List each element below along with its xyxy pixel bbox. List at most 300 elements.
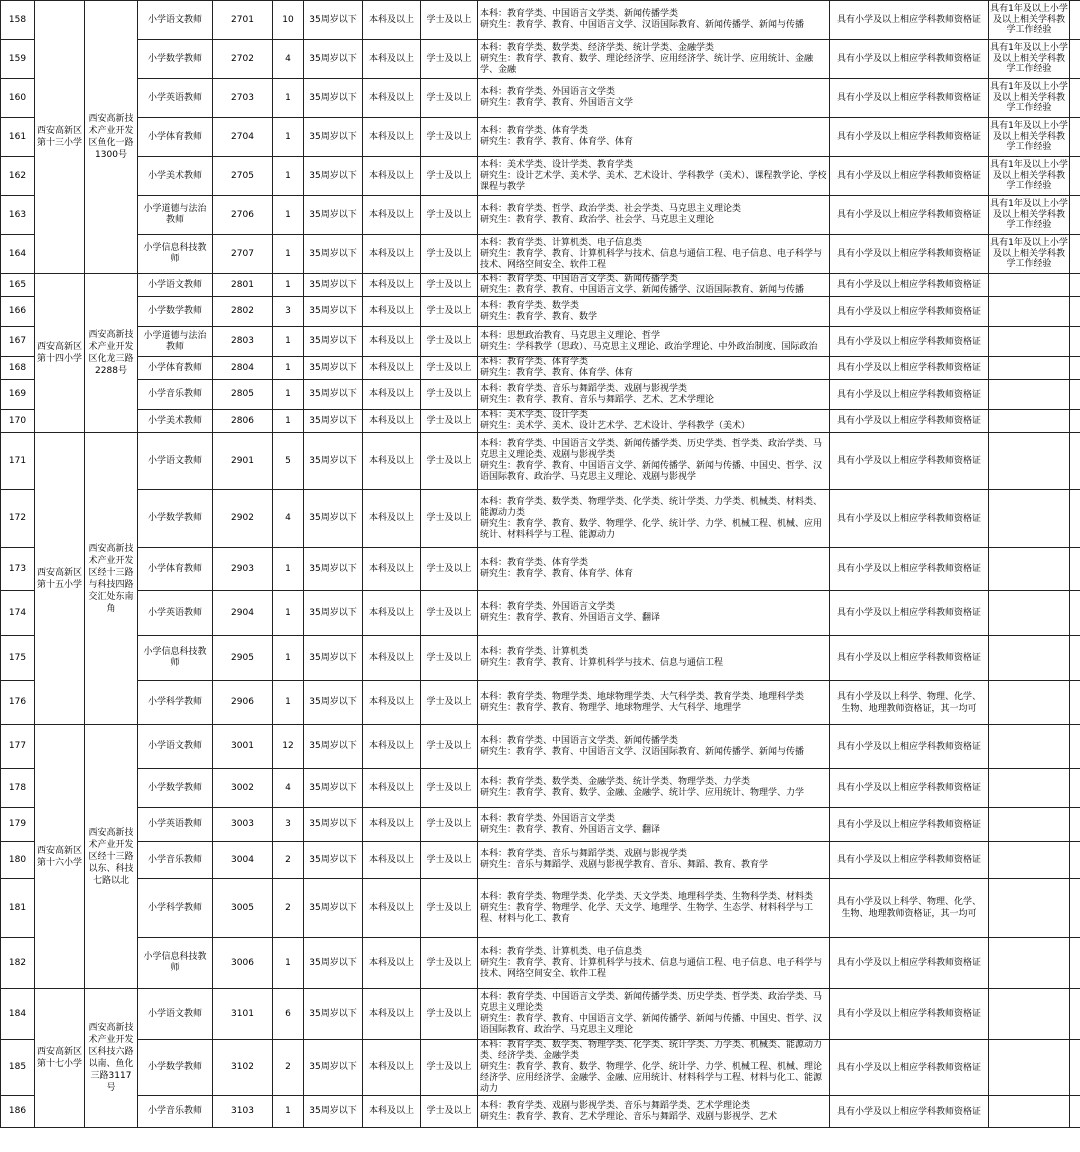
hire-count: 2: [273, 842, 304, 879]
table-row: [1, 274, 1080, 297]
major-line: 本科：美术学类、设计学类、教育学类: [480, 159, 634, 170]
hire-count: 5: [273, 433, 304, 490]
table-row: [1, 297, 1080, 327]
major-requirements: [478, 548, 830, 591]
school-address: 西安高新技术产业开发区经十三路以东、科技七路以北: [85, 725, 138, 989]
major-line: 研究生：教育学、教育、数学、物理学、化学、统计学、力学、机械工程、机械、应用统计、材料科学与工程、能源动力: [480, 518, 823, 540]
education-requirement: 本科及以上: [363, 79, 421, 118]
major-line: 本科：教育学类、戏剧与影视学类、音乐与舞蹈学类、艺术学理论类: [480, 1100, 751, 1111]
post-code: 3004: [213, 842, 273, 879]
major-line: 研究生：学科教学（思政）、马克思主义理论、政治学理论、中外政治制度、国际政治: [480, 341, 818, 352]
remarks-cell: [1070, 297, 1080, 327]
major-requirements: [478, 297, 830, 327]
post-name: 小学数学教师: [138, 1040, 213, 1096]
major-requirements: [478, 357, 830, 380]
table-row: [1, 196, 1080, 235]
degree-requirement: 学士及以上: [421, 1096, 478, 1128]
row-seq: 182: [1, 938, 35, 989]
major-line: 研究生：教育学、物理学、化学、天文学、地理学、生物学、生态学、材料科学与工程、材料与化工、教育: [480, 902, 814, 924]
degree-requirement: 学士及以上: [421, 235, 478, 274]
remarks-cell: [1070, 938, 1080, 989]
hire-count: 1: [273, 548, 304, 591]
remarks-cell: [1070, 157, 1080, 196]
age-requirement: 35周岁以下: [304, 235, 363, 274]
experience-requirement: [989, 591, 1070, 636]
experience-requirement: [989, 327, 1070, 357]
post-name: 小学科学教师: [138, 681, 213, 725]
major-line: 研究生：教育学、教育、政治学、社会学、马克思主义理论: [480, 215, 715, 225]
age-requirement: 35周岁以下: [304, 548, 363, 591]
post-code: 3102: [213, 1040, 273, 1096]
education-requirement: 本科及以上: [363, 235, 421, 274]
degree-requirement: 学士及以上: [421, 157, 478, 196]
table-row: [1, 433, 1080, 490]
experience-requirement: 具有1年及以上小学及以上相关学科教学工作经验: [989, 235, 1070, 274]
major-line: 本科：教育学类、哲学、政治学类、社会学类、马克思主义理论类: [480, 204, 742, 214]
remarks-cell: [1070, 40, 1080, 79]
remarks-cell: [1070, 548, 1080, 591]
degree-requirement: 学士及以上: [421, 1, 478, 40]
experience-requirement: 具有1年及以上小学及以上相关学科教学工作经验: [989, 157, 1070, 196]
experience-requirement: [989, 989, 1070, 1040]
education-requirement: 本科及以上: [363, 433, 421, 490]
post-name: 小学数学教师: [138, 490, 213, 548]
age-requirement: 35周岁以下: [304, 380, 363, 410]
qualification-requirement: 具有小学及以上科学、物理、化学、生物、地理教师资格证，其一均可: [830, 681, 989, 725]
experience-requirement: [989, 769, 1070, 808]
post-code: 2802: [213, 297, 273, 327]
major-requirements: [478, 274, 830, 297]
major-requirements: [478, 327, 830, 357]
major-requirements: [478, 725, 830, 769]
degree-requirement: 学士及以上: [421, 433, 478, 490]
post-code: 2705: [213, 157, 273, 196]
major-requirements: [478, 79, 830, 118]
degree-requirement: 学士及以上: [421, 410, 478, 433]
hire-count: 1: [273, 636, 304, 681]
table-row: [1, 879, 1080, 938]
hire-count: 6: [273, 989, 304, 1040]
remarks-cell: [1070, 842, 1080, 879]
school-name: 西安高新区第十四小学: [35, 274, 85, 433]
age-requirement: 35周岁以下: [304, 410, 363, 433]
hire-count: 4: [273, 40, 304, 79]
qualification-requirement: 具有小学及以上相应学科教师资格证: [830, 1096, 989, 1128]
major-line: 本科：教育学类、体育学类: [480, 126, 589, 136]
major-line: 本科：教育学类、中国语言文学类、新闻传播学类、历史学类、哲学类、政治学类、马克思主义理论类: [480, 992, 823, 1013]
education-requirement: 本科及以上: [363, 410, 421, 433]
major-line: 本科：教育学类、体育学类: [480, 558, 589, 568]
table-row: [1, 380, 1080, 410]
major-line: 研究生：教育学、教育、中国语言文学、新闻传播学、新闻与传播、中国史、哲学、汉语国际教育、政治学、马克思主义理论: [480, 1014, 823, 1035]
qualification-requirement: 具有小学及以上相应学科教师资格证: [830, 769, 989, 808]
major-line: 研究生：教育学、教育、数学、理论经济学、应用经济学、统计学、应用统计、金融学、金融: [480, 53, 814, 75]
age-requirement: 35周岁以下: [304, 842, 363, 879]
age-requirement: 35周岁以下: [304, 989, 363, 1040]
education-requirement: 本科及以上: [363, 769, 421, 808]
age-requirement: 35周岁以下: [304, 681, 363, 725]
experience-requirement: [989, 1096, 1070, 1128]
table-row: [1, 769, 1080, 808]
hire-count: 1: [273, 357, 304, 380]
remarks-cell: [1070, 1096, 1080, 1128]
post-code: 2906: [213, 681, 273, 725]
row-seq: 162: [1, 157, 35, 196]
qualification-requirement: 具有小学及以上相应学科教师资格证: [830, 327, 989, 357]
qualification-requirement: 具有小学及以上相应学科教师资格证: [830, 938, 989, 989]
major-requirements: [478, 769, 830, 808]
qualification-requirement: 具有小学及以上相应学科教师资格证: [830, 591, 989, 636]
qualification-requirement: 具有小学及以上科学、物理、化学、生物、地理教师资格证，其一均可: [830, 879, 989, 938]
row-seq: 177: [1, 725, 35, 769]
experience-requirement: 具有1年及以上小学及以上相关学科教学工作经验: [989, 196, 1070, 235]
hire-count: 3: [273, 297, 304, 327]
hire-count: 1: [273, 235, 304, 274]
degree-requirement: 学士及以上: [421, 725, 478, 769]
major-line: 本科：教育学类、数学类、物理学类、化学类、统计学类、力学类、机械类、材料类、能源动力类: [480, 496, 823, 518]
major-requirements: [478, 989, 830, 1040]
age-requirement: 35周岁以下: [304, 808, 363, 842]
table-row: [1, 79, 1080, 118]
remarks-cell: [1070, 235, 1080, 274]
row-seq: 168: [1, 357, 35, 380]
degree-requirement: 学士及以上: [421, 1040, 478, 1096]
age-requirement: 35周岁以下: [304, 591, 363, 636]
hire-count: 1: [273, 79, 304, 118]
education-requirement: 本科及以上: [363, 297, 421, 327]
remarks-cell: [1070, 274, 1080, 297]
major-line: 研究生：教育学、教育、中国语言文学、新闻传播学、汉语国际教育、新闻与传播: [480, 285, 805, 295]
age-requirement: 35周岁以下: [304, 327, 363, 357]
row-seq: 158: [1, 1, 35, 40]
row-seq: 161: [1, 118, 35, 157]
remarks-cell: [1070, 636, 1080, 681]
row-seq: 163: [1, 196, 35, 235]
hire-count: 1: [273, 327, 304, 357]
qualification-requirement: 具有小学及以上相应学科教师资格证: [830, 808, 989, 842]
table-row: [1, 1040, 1080, 1096]
post-code: 2904: [213, 591, 273, 636]
remarks-cell: [1070, 989, 1080, 1040]
post-name: 小学英语教师: [138, 79, 213, 118]
hire-count: 1: [273, 157, 304, 196]
hire-count: 2: [273, 879, 304, 938]
age-requirement: 35周岁以下: [304, 879, 363, 938]
remarks-cell: [1070, 433, 1080, 490]
age-requirement: 35周岁以下: [304, 357, 363, 380]
hire-count: 1: [273, 118, 304, 157]
remarks-cell: [1070, 327, 1080, 357]
degree-requirement: 学士及以上: [421, 548, 478, 591]
remarks-cell: [1070, 196, 1080, 235]
experience-requirement: [989, 938, 1070, 989]
table-row: [1, 1096, 1080, 1128]
table-row: [1, 327, 1080, 357]
major-line: 研究生：教育学、教育、外国语言文学、翻译: [480, 824, 661, 835]
qualification-requirement: 具有小学及以上相应学科教师资格证: [830, 79, 989, 118]
post-code: 3006: [213, 938, 273, 989]
table-row: [1, 118, 1080, 157]
post-name: 小学英语教师: [138, 591, 213, 636]
post-code: 2801: [213, 274, 273, 297]
post-name: 小学英语教师: [138, 808, 213, 842]
degree-requirement: 学士及以上: [421, 357, 478, 380]
row-seq: 179: [1, 808, 35, 842]
qualification-requirement: 具有小学及以上相应学科教师资格证: [830, 40, 989, 79]
qualification-requirement: 具有小学及以上相应学科教师资格证: [830, 842, 989, 879]
major-line: 本科：教育学类、数学类、物理学类、化学类、统计学类、力学类、机械类、能源动力类、经济学类、金融学类: [480, 1040, 823, 1061]
major-line: 研究生：教育学、教育、体育学、体育: [480, 368, 634, 378]
school-name: 西安高新区第十三小学: [35, 1, 85, 274]
major-line: 本科：教育学类、体育学类: [480, 357, 589, 367]
table-row: [1, 989, 1080, 1040]
degree-requirement: 学士及以上: [421, 40, 478, 79]
hire-count: 1: [273, 1096, 304, 1128]
major-line: 研究生：教育学、教育、外国语言文学、翻译: [480, 613, 661, 623]
major-line: 研究生：教育学、教育、计算机科学与技术、信息与通信工程、电子信息、电子科学与技术、网络空间安全、软件工程: [480, 248, 823, 270]
major-requirements: [478, 1040, 830, 1096]
school-name: 西安高新区第十五小学: [35, 433, 85, 725]
hire-count: 1: [273, 681, 304, 725]
age-requirement: 35周岁以下: [304, 79, 363, 118]
experience-requirement: [989, 357, 1070, 380]
education-requirement: 本科及以上: [363, 681, 421, 725]
major-line: 本科：教育学类、中国语言文学类、新闻传播学类、历史学类、哲学类、政治学类、马克思主义理论类、戏剧与影视学类: [480, 439, 823, 460]
major-requirements: [478, 636, 830, 681]
education-requirement: 本科及以上: [363, 274, 421, 297]
post-code: 2701: [213, 1, 273, 40]
major-line: 本科：教育学类、音乐与舞蹈学类、戏剧与影视学类: [480, 383, 688, 394]
major-requirements: [478, 1, 830, 40]
post-code: 3002: [213, 769, 273, 808]
age-requirement: 35周岁以下: [304, 636, 363, 681]
age-requirement: 35周岁以下: [304, 490, 363, 548]
post-code: 2806: [213, 410, 273, 433]
qualification-requirement: 具有小学及以上相应学科教师资格证: [830, 636, 989, 681]
remarks-cell: [1070, 591, 1080, 636]
major-requirements: [478, 591, 830, 636]
major-line: 研究生：音乐与舞蹈学、戏剧与影视学教育、音乐、舞蹈、教育、教育学: [480, 860, 769, 870]
post-code: 2905: [213, 636, 273, 681]
major-line: 研究生：教育学、教育、数学、金融、金融学、统计学、应用统计、物理学、力学: [480, 788, 805, 798]
row-seq: 159: [1, 40, 35, 79]
remarks-cell: [1070, 79, 1080, 118]
row-seq: 167: [1, 327, 35, 357]
experience-requirement: [989, 1040, 1070, 1096]
post-name: 小学体育教师: [138, 118, 213, 157]
post-name: 小学语文教师: [138, 989, 213, 1040]
major-requirements: [478, 879, 830, 938]
row-seq: 185: [1, 1040, 35, 1096]
row-seq: 171: [1, 433, 35, 490]
degree-requirement: 学士及以上: [421, 808, 478, 842]
age-requirement: 35周岁以下: [304, 157, 363, 196]
post-code: 2702: [213, 40, 273, 79]
degree-requirement: 学士及以上: [421, 989, 478, 1040]
row-seq: 164: [1, 235, 35, 274]
experience-requirement: 具有1年及以上小学及以上相关学科教学工作经验: [989, 1, 1070, 40]
degree-requirement: 学士及以上: [421, 769, 478, 808]
post-code: 3101: [213, 989, 273, 1040]
post-code: 2902: [213, 490, 273, 548]
education-requirement: 本科及以上: [363, 196, 421, 235]
remarks-cell: [1070, 380, 1080, 410]
qualification-requirement: 具有小学及以上相应学科教师资格证: [830, 274, 989, 297]
major-requirements: [478, 410, 830, 433]
experience-requirement: [989, 548, 1070, 591]
experience-requirement: [989, 725, 1070, 769]
major-line: 研究生：教育学、教育、体育学、体育: [480, 137, 634, 147]
experience-requirement: [989, 636, 1070, 681]
post-name: 小学数学教师: [138, 769, 213, 808]
age-requirement: 35周岁以下: [304, 938, 363, 989]
age-requirement: 35周岁以下: [304, 725, 363, 769]
major-line: 本科：教育学类、外国语言文学类: [480, 87, 616, 97]
experience-requirement: 具有1年及以上小学及以上相关学科教学工作经验: [989, 40, 1070, 79]
post-code: 3001: [213, 725, 273, 769]
hire-count: 3: [273, 808, 304, 842]
degree-requirement: 学士及以上: [421, 879, 478, 938]
major-line: 研究生：教育学、教育、外国语言文学: [480, 98, 634, 108]
hire-count: 1: [273, 410, 304, 433]
row-seq: 160: [1, 79, 35, 118]
row-seq: 172: [1, 490, 35, 548]
major-requirements: [478, 118, 830, 157]
education-requirement: 本科及以上: [363, 725, 421, 769]
post-code: 2903: [213, 548, 273, 591]
row-seq: 176: [1, 681, 35, 725]
education-requirement: 本科及以上: [363, 157, 421, 196]
row-seq: 180: [1, 842, 35, 879]
major-line: 本科：教育学类、中国语言文学类、新闻传播学类: [480, 9, 679, 19]
qualification-requirement: 具有小学及以上相应学科教师资格证: [830, 196, 989, 235]
qualification-requirement: 具有小学及以上相应学科教师资格证: [830, 357, 989, 380]
remarks-cell: [1070, 410, 1080, 433]
table-row: [1, 938, 1080, 989]
school-address: 西安高新技术产业开发区经十三路与科技四路交汇处东南角: [85, 433, 138, 725]
post-code: 2901: [213, 433, 273, 490]
age-requirement: 35周岁以下: [304, 769, 363, 808]
major-line: 本科：教育学类、数学类: [480, 300, 580, 311]
major-line: 研究生：教育学、教育、数学、物理学、化学、统计学、力学、机械工程、机械、理论经济学、应用经济学、金融学、金融、应用统计、材料科学与工程、材料与化工、能源动力: [480, 1062, 823, 1094]
major-requirements: [478, 490, 830, 548]
major-requirements: [478, 433, 830, 490]
row-seq: 178: [1, 769, 35, 808]
table-row: [1, 842, 1080, 879]
post-name: 小学语文教师: [138, 274, 213, 297]
qualification-requirement: 具有小学及以上相应学科教师资格证: [830, 725, 989, 769]
row-seq: 186: [1, 1096, 35, 1128]
education-requirement: 本科及以上: [363, 118, 421, 157]
table-row: [1, 1, 1080, 40]
education-requirement: 本科及以上: [363, 1, 421, 40]
major-line: 研究生：教育学、教育、物理学、地球物理学、大气科学、地理学: [480, 702, 742, 713]
degree-requirement: 学士及以上: [421, 842, 478, 879]
post-name: 小学音乐教师: [138, 380, 213, 410]
degree-requirement: 学士及以上: [421, 490, 478, 548]
major-line: 本科：美术学类、设计学类: [480, 410, 589, 420]
major-requirements: [478, 235, 830, 274]
school-address: 西安高新技术产业开发区鱼化一路1300号: [85, 1, 138, 274]
qualification-requirement: 具有小学及以上相应学科教师资格证: [830, 157, 989, 196]
post-code: 3005: [213, 879, 273, 938]
qualification-requirement: 具有小学及以上相应学科教师资格证: [830, 548, 989, 591]
education-requirement: 本科及以上: [363, 636, 421, 681]
post-name: 小学道德与法治教师: [138, 196, 213, 235]
major-line: 本科：教育学类、计算机类、电子信息类: [480, 946, 643, 957]
degree-requirement: 学士及以上: [421, 274, 478, 297]
education-requirement: 本科及以上: [363, 842, 421, 879]
major-line: 本科：教育学类、物理学类、化学类、天文学类、地理科学类、生物科学类、材料类: [480, 891, 814, 902]
remarks-cell: [1070, 357, 1080, 380]
major-requirements: [478, 157, 830, 196]
hire-count: 10: [273, 1, 304, 40]
post-code: 2707: [213, 235, 273, 274]
experience-requirement: [989, 410, 1070, 433]
education-requirement: 本科及以上: [363, 938, 421, 989]
education-requirement: 本科及以上: [363, 490, 421, 548]
remarks-cell: [1070, 725, 1080, 769]
major-line: 本科：教育学类、数学类、金融学类、统计学类、物理学类、力学类: [480, 777, 751, 787]
hire-count: 1: [273, 938, 304, 989]
major-requirements: [478, 40, 830, 79]
table-row: [1, 357, 1080, 380]
row-seq: 173: [1, 548, 35, 591]
post-name: 小学数学教师: [138, 40, 213, 79]
hire-count: 1: [273, 591, 304, 636]
major-requirements: [478, 380, 830, 410]
table-row: [1, 548, 1080, 591]
major-requirements: [478, 938, 830, 989]
qualification-requirement: 具有小学及以上相应学科教师资格证: [830, 235, 989, 274]
hire-count: 1: [273, 196, 304, 235]
age-requirement: 35周岁以下: [304, 297, 363, 327]
major-line: 研究生：教育学、教育、中国语言文学、汉语国际教育、新闻传播学、新闻与传播: [480, 746, 805, 757]
education-requirement: 本科及以上: [363, 40, 421, 79]
qualification-requirement: 具有小学及以上相应学科教师资格证: [830, 118, 989, 157]
qualification-requirement: 具有小学及以上相应学科教师资格证: [830, 1, 989, 40]
age-requirement: 35周岁以下: [304, 118, 363, 157]
row-seq: 170: [1, 410, 35, 433]
degree-requirement: 学士及以上: [421, 327, 478, 357]
post-code: 2805: [213, 380, 273, 410]
major-line: 研究生：教育学、教育、中国语言文学、汉语国际教育、新闻传播学、新闻与传播: [480, 20, 805, 30]
table-row: [1, 808, 1080, 842]
degree-requirement: 学士及以上: [421, 118, 478, 157]
remarks-cell: [1070, 769, 1080, 808]
age-requirement: 35周岁以下: [304, 433, 363, 490]
hire-count: 12: [273, 725, 304, 769]
age-requirement: 35周岁以下: [304, 196, 363, 235]
major-line: 研究生：设计艺术学、美术学、美术、艺术设计、学科教学（美术）、课程教学论、学校课程与教学: [480, 170, 827, 192]
post-name: 小学美术教师: [138, 157, 213, 196]
education-requirement: 本科及以上: [363, 1096, 421, 1128]
major-requirements: [478, 681, 830, 725]
degree-requirement: 学士及以上: [421, 380, 478, 410]
age-requirement: 35周岁以下: [304, 40, 363, 79]
table-row: [1, 725, 1080, 769]
remarks-cell: [1070, 1, 1080, 40]
degree-requirement: 学士及以上: [421, 938, 478, 989]
education-requirement: 本科及以上: [363, 808, 421, 842]
education-requirement: 本科及以上: [363, 879, 421, 938]
major-line: 本科：教育学类、数学类、经济学类、统计学类、金融学类: [480, 42, 715, 53]
post-code: 2706: [213, 196, 273, 235]
experience-requirement: [989, 274, 1070, 297]
remarks-cell: [1070, 118, 1080, 157]
post-code: 2703: [213, 79, 273, 118]
major-line: 本科：教育学类、外国语言文学类: [480, 602, 616, 612]
